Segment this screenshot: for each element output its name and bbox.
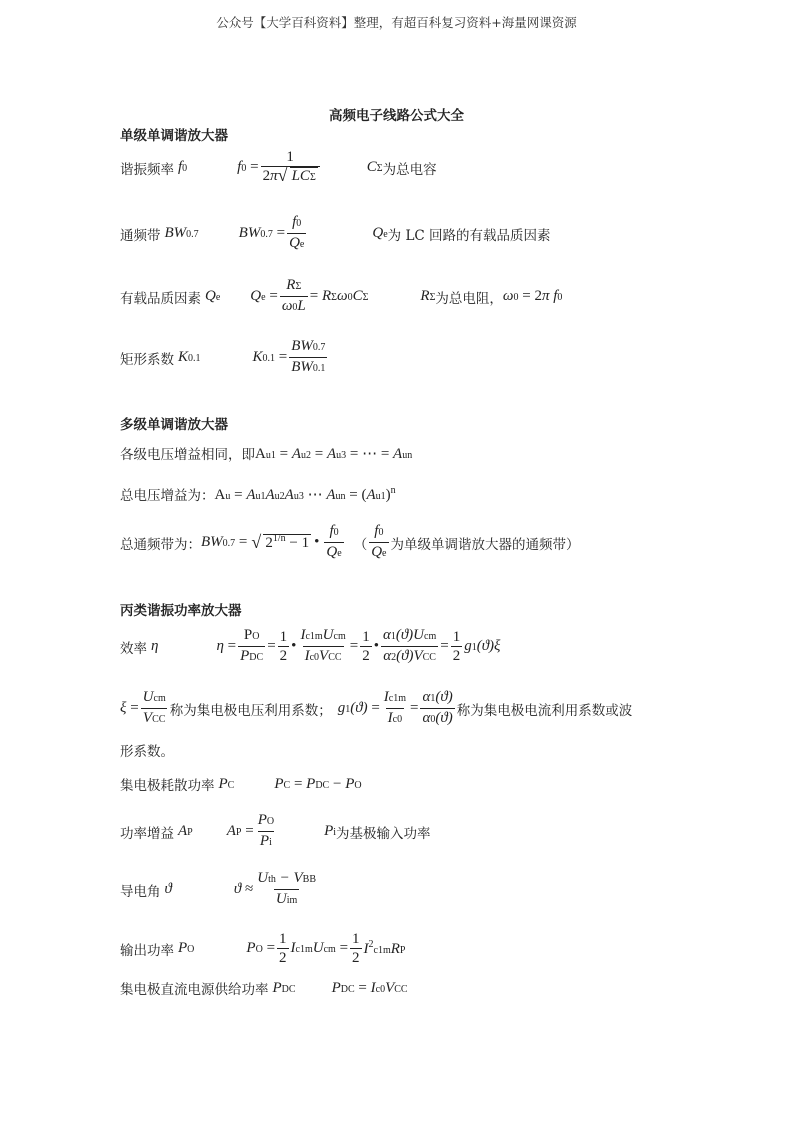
formula-efficiency: 效率 η η = $\frac{PO}{\text{PDC}}$ = $\frac{1}{2}$ • $\frac{\text{Ic1mUcm}}{\text{Ic0VCC}}$ = $\frac{1}{2}$ • $\frac{\text{α1(ϑ)Ucm}}{\text{α2(ϑ)VCC}}$ = $\frac{1}{2}$ g1(ϑ)ξ	[120, 626, 500, 667]
xi-text2: 称为集电极电流利用系数或波	[456, 702, 633, 719]
xi-text1: 称为集电极电压利用系数；	[169, 702, 332, 719]
formula-pdc: 集电极直流电源供给功率 PDC PDC = Ic0VCC	[120, 979, 408, 998]
formula-po: 输出功率 PO PO = $\frac{1}{2}$ Ic1mUcm = $\frac{1}{2}$ $I^2c1mRP$	[120, 931, 406, 966]
section-heading-single: 单级单调谐放大器	[120, 128, 228, 144]
eff-label: 效率	[120, 640, 147, 657]
po-label: 输出功率	[120, 942, 174, 959]
formula-k: 矩形系数 K0.1 K0.1 = $\frac{BW0.7}{BW0.1}$	[120, 337, 329, 378]
section-heading-multi: 多级单调谐放大器	[120, 417, 228, 433]
multi-note-open: （	[353, 536, 368, 553]
qe-label: 有载品质因素	[120, 290, 201, 307]
ap-note: 为基极输入功率	[336, 825, 431, 842]
formula-f0: 谐振频率 f0 f0 = $\frac{1}{\text{2π√ LCΣ}}$ CΣ 为总电容	[120, 148, 437, 187]
f0-note: 为总电容	[382, 161, 437, 178]
page-title: 高频电子线路公式大全	[329, 108, 464, 124]
xi-text3: 形系数。	[120, 744, 174, 760]
multi-line3: 总通频带为：	[120, 536, 201, 553]
formula-xi-g1: ξ = $\frac{\text{Ucm}}{\text{VCC}}$ 称为集电极电压利用系数； g1(ϑ) = $\frac{Ic1m}{Ic0}$ = $\frac{\alpha 1(ϑ)}{\alpha 0(ϑ)}$ 称为集电极电流利用系数或波	[120, 688, 632, 729]
formula-ap: 功率增益 AP AP = $\frac{PO}{Pi}$ Pi 为基极输入功率	[120, 811, 431, 852]
theta-label: 导电角	[120, 883, 161, 900]
multi-line1: 各级电压增益相同，即	[120, 447, 255, 463]
formula-pc: 集电极耗散功率 PC PC = PDC − PO	[120, 775, 362, 794]
f0-label: 谐振频率	[120, 161, 174, 178]
bw-note: 为 LC 回路的有载品质因素	[387, 227, 551, 244]
pc-label: 集电极耗散功率	[120, 778, 215, 794]
multi-note: 为单级单调谐放大器的通频带）	[390, 536, 580, 553]
multi-bw-total: 总通频带为： BW0.7 = √ $2^{1/n} - 1$ • $\frac{f0}{Qe}$ （ $\frac{f0}{Qe}$ 为单级单调谐放大器的通频带）	[120, 522, 580, 563]
formula-qe: 有载品质因素 Qe Qe = $\frac{R\Sigma}{\omega 0L}$ = RΣω0CΣ RΣ 为总电阻， ω0 = 2π f0	[120, 276, 562, 317]
page-header: 公众号【大学百科资料】整理，有超百科复习资料+海量网课资源	[216, 15, 577, 30]
bw-label: 通频带	[120, 227, 161, 244]
multi-gain-equal: 各级电压增益相同，即 Au1 = Au2 = Au3 = ⋯ = Aun	[120, 443, 412, 463]
ap-label: 功率增益	[120, 825, 174, 842]
section-heading-classc: 丙类谐振功率放大器	[120, 603, 242, 619]
multi-gain-total: 总电压增益为： Au = Au1Au2Au3 ⋯ Aun = $(Au1)^n$	[120, 484, 396, 504]
formula-theta: 导电角 ϑ ϑ ≈ $\frac{\text{Uth − VBB}}{\text{Uim}}$	[120, 869, 320, 910]
pdc-label: 集电极直流电源供给功率	[120, 982, 269, 998]
qe-note: 为总电阻，	[435, 290, 503, 307]
formula-bw: 通频带 BW0.7 BW0.7 = $\frac{f0}{Qe}$ Qe 为 LC 回路的有载品质因素	[120, 213, 551, 254]
multi-line2: 总电压增益为：	[120, 488, 215, 504]
k-label: 矩形系数	[120, 351, 174, 368]
